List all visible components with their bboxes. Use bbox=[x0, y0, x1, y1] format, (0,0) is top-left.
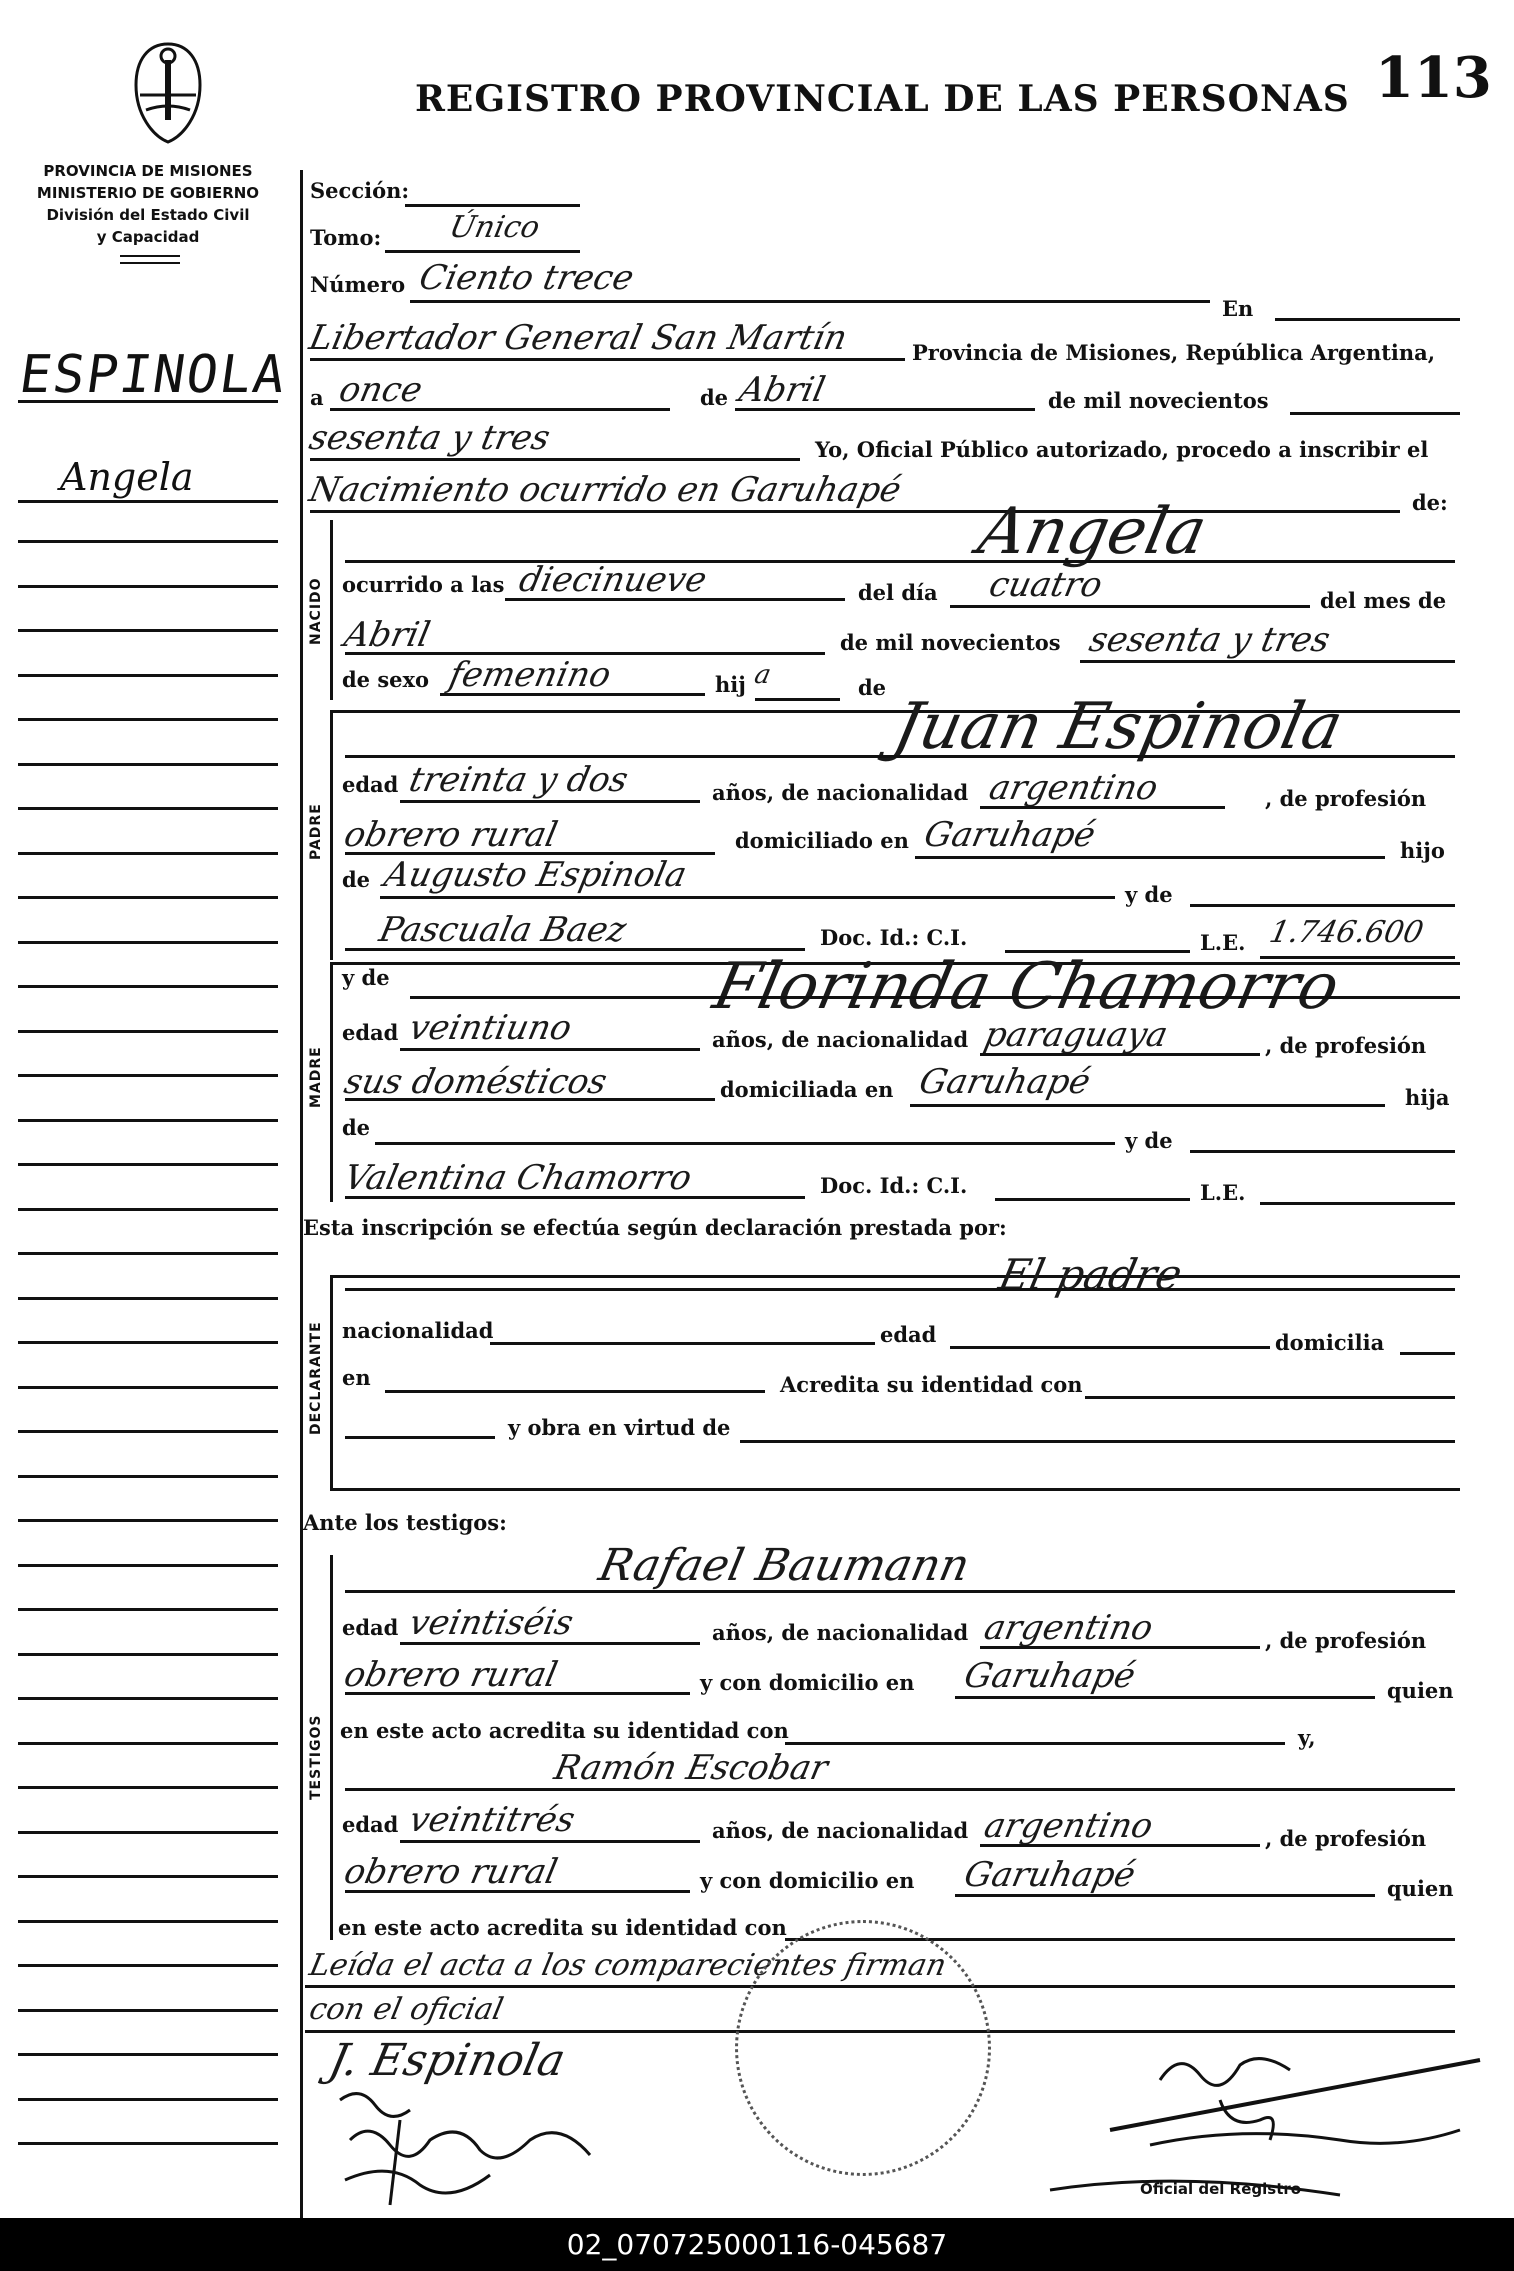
de-short-label: de bbox=[858, 675, 887, 700]
madre-prof-line bbox=[345, 1098, 715, 1101]
sexo-value: femenino bbox=[445, 655, 615, 695]
domiciliada-label: domiciliada en bbox=[720, 1077, 894, 1102]
domiciliado-label: domiciliado en bbox=[735, 828, 909, 853]
madre-le-label: L.E. bbox=[1200, 1180, 1246, 1205]
de-mil-label: de mil novecientos bbox=[1048, 388, 1269, 413]
sidebar-ruled-line bbox=[18, 1920, 278, 1923]
madre-dom-value: Garuhapé bbox=[915, 1062, 1094, 1102]
sidebar-ruled-line bbox=[18, 985, 278, 988]
sidebar-ruled-line bbox=[18, 500, 278, 503]
de-mil-nov-label: de mil novecientos bbox=[840, 630, 1061, 655]
decl-obra-label: y obra en virtud de bbox=[508, 1415, 731, 1440]
t2-nac-value: argentino bbox=[980, 1806, 1157, 1846]
t2-nac-line bbox=[980, 1844, 1260, 1847]
numero-value: Ciento trece bbox=[415, 258, 638, 298]
hijo-suffix-value: a bbox=[751, 660, 774, 690]
de-colon-label: de: bbox=[1412, 490, 1448, 515]
testigo1-value: Rafael Baumann bbox=[594, 1540, 974, 1591]
sidebar-ruled-line bbox=[18, 1875, 278, 1878]
ministry-line: División del Estado Civil bbox=[46, 206, 250, 224]
ministry-block bbox=[18, 160, 278, 248]
ministry-line: PROVINCIA DE MISIONES bbox=[43, 162, 253, 180]
madre-border bbox=[330, 962, 333, 1202]
le-label: L.E. bbox=[1200, 930, 1246, 955]
madre-prof-label: , de profesión bbox=[1265, 1033, 1427, 1058]
t1-y-label: y, bbox=[1298, 1725, 1316, 1750]
section-padre-label: PADRE bbox=[308, 803, 324, 860]
testigo2-value: Ramón Escobar bbox=[550, 1748, 832, 1788]
tomo-value: Único bbox=[446, 210, 543, 245]
madre-y-de2-label: y de bbox=[1125, 1128, 1173, 1153]
sidebar-ruled-line bbox=[18, 1341, 278, 1344]
sidebar-ruled-line bbox=[18, 1252, 278, 1255]
decl-en-label: en bbox=[342, 1365, 371, 1390]
padre-border bbox=[330, 710, 333, 960]
testigos-border bbox=[330, 1555, 333, 1940]
t2-dom-label: y con domicilio en bbox=[700, 1868, 915, 1893]
sidebar-ruled-line bbox=[18, 1297, 278, 1300]
padre-nombre-line bbox=[345, 755, 1455, 758]
madre-nac-line bbox=[980, 1053, 1260, 1056]
padre-nac-value: argentino bbox=[985, 768, 1162, 808]
sidebar-ruled-line bbox=[18, 1430, 278, 1433]
nacido-border bbox=[330, 520, 333, 700]
hijo-label: hijo bbox=[1400, 838, 1445, 863]
sidebar-ruled-line bbox=[18, 1519, 278, 1522]
sidebar-ruled-line bbox=[18, 2009, 278, 2012]
madre-nombre-value: Florinda Chamorro bbox=[707, 950, 1346, 1024]
decl-acredita-line bbox=[1085, 1396, 1455, 1399]
lugar-line bbox=[310, 358, 905, 361]
testigo1-line bbox=[345, 1590, 1455, 1593]
madre-doc-id-line bbox=[995, 1198, 1190, 1201]
hija-label: hija bbox=[1405, 1085, 1450, 1110]
t1-edad-label: edad bbox=[342, 1615, 399, 1640]
madre-le-line bbox=[1260, 1202, 1455, 1205]
madre-nombre-line bbox=[410, 996, 1460, 999]
decl-obra-line bbox=[740, 1440, 1455, 1443]
anio2-line bbox=[1080, 660, 1455, 663]
padre-nac-line bbox=[980, 806, 1225, 809]
sidebar-ruled-line bbox=[18, 807, 278, 810]
tomo-label: Tomo: bbox=[310, 225, 382, 250]
t2-nac-label: años, de nacionalidad bbox=[712, 1818, 969, 1843]
decl-edad-label: edad bbox=[880, 1322, 937, 1347]
anio-line bbox=[310, 458, 800, 461]
padre-edad-value: treinta y dos bbox=[405, 760, 632, 800]
decl-nac-label: nacionalidad bbox=[342, 1318, 494, 1343]
anio-value: sesenta y tres bbox=[305, 418, 554, 458]
form-left-border bbox=[300, 170, 303, 2220]
sidebar-ruled-line bbox=[18, 585, 278, 588]
cierre-line2: con el oficial bbox=[306, 1992, 507, 2027]
hora-value: diecinueve bbox=[515, 560, 711, 600]
coat-of-arms-icon bbox=[128, 40, 208, 145]
sidebar-ruled-line bbox=[18, 1386, 278, 1389]
madre-edad-label: edad bbox=[342, 1020, 399, 1045]
del-dia-label: del día bbox=[858, 580, 938, 605]
sidebar-ruled-line bbox=[18, 1163, 278, 1166]
t1-prof-label: , de profesión bbox=[1265, 1628, 1427, 1653]
tomo-line bbox=[385, 250, 580, 253]
de-mil-line bbox=[1290, 412, 1460, 415]
sidebar-ruled-line bbox=[18, 718, 278, 721]
t2-dom-value: Garuhapé bbox=[960, 1855, 1139, 1895]
t1-acto-line bbox=[785, 1742, 1285, 1745]
seccion-label: Sección: bbox=[310, 178, 410, 203]
madre-nac-value: paraguaya bbox=[980, 1015, 1172, 1055]
abuela-value: Pascuala Baez bbox=[375, 910, 630, 950]
registry-seal bbox=[735, 1920, 991, 2176]
declarante-bottom-line bbox=[330, 1488, 1460, 1491]
abuela-m-name-line bbox=[345, 1196, 805, 1199]
anio2-value: sesenta y tres bbox=[1085, 620, 1334, 660]
hora-line bbox=[505, 598, 845, 601]
sidebar-ruled-line bbox=[18, 1564, 278, 1567]
nombre-value: Angela bbox=[972, 495, 1213, 569]
sidebar-ruled-line bbox=[18, 1786, 278, 1789]
padre-le-value: 1.746.600 bbox=[1266, 915, 1427, 950]
sidebar-ruled-line bbox=[18, 674, 278, 677]
inscripcion-label: Esta inscripción se efectúa según declaración prestada por: bbox=[303, 1215, 1007, 1240]
a-dia-value: once bbox=[335, 370, 426, 410]
padre-prof-label: , de profesión bbox=[1265, 786, 1427, 811]
padre-dom-line bbox=[915, 856, 1385, 859]
t2-dom-line bbox=[955, 1894, 1375, 1897]
given-name-index: Angela bbox=[60, 455, 194, 499]
hecho-value: Nacimiento ocurrido en Garuhapé bbox=[305, 470, 905, 510]
padre-edad-line bbox=[400, 800, 700, 803]
testigo2-line bbox=[345, 1788, 1455, 1791]
t1-nac-line bbox=[980, 1646, 1260, 1649]
t1-dom-value: Garuhapé bbox=[960, 1656, 1139, 1696]
seccion-line bbox=[405, 204, 580, 207]
document-code: 02_070725000116-045687 bbox=[0, 2218, 1514, 2271]
padre-dom-value: Garuhapé bbox=[920, 815, 1099, 855]
t2-edad-label: edad bbox=[342, 1812, 399, 1837]
numero-line bbox=[410, 300, 1210, 303]
t1-dom-label: y con domicilio en bbox=[700, 1670, 915, 1695]
sidebar-ruled-line bbox=[18, 2142, 278, 2145]
madre-prof-value: sus domésticos bbox=[340, 1062, 611, 1102]
provincia-label: Provincia de Misiones, República Argentina, bbox=[912, 340, 1436, 365]
hij-label: hij bbox=[715, 672, 746, 697]
page-number: 113 bbox=[1375, 45, 1492, 111]
declarante-top-line bbox=[330, 1275, 1460, 1278]
doc-id-label: Doc. Id.: C.I. bbox=[820, 925, 968, 950]
t1-prof-line bbox=[345, 1692, 690, 1695]
hecho-line bbox=[310, 510, 1400, 513]
t1-dom-line bbox=[955, 1696, 1375, 1699]
sidebar-ruled-line bbox=[18, 1030, 278, 1033]
decl-nac-line bbox=[490, 1342, 875, 1345]
abuelo-value: Augusto Espinola bbox=[380, 855, 691, 895]
t2-acto-label: en este acto acredita su identidad con bbox=[338, 1915, 787, 1940]
y-de-label: y de bbox=[1125, 882, 1173, 907]
testigos-signatures-icon bbox=[330, 2080, 630, 2210]
sidebar-ruled-line bbox=[18, 2053, 278, 2056]
t1-prof-value: obrero rural bbox=[340, 1655, 561, 1695]
madre-nac-label: años, de nacionalidad bbox=[712, 1027, 969, 1052]
en-line bbox=[1275, 318, 1460, 321]
sidebar-ruled-line bbox=[18, 1074, 278, 1077]
mes-value: Abril bbox=[735, 370, 829, 410]
decl-en-line bbox=[385, 1390, 765, 1393]
a-label: a bbox=[310, 385, 324, 410]
sidebar-ruled-line bbox=[18, 852, 278, 855]
sidebar-ruled-line bbox=[18, 896, 278, 899]
yo-oficial-label: Yo, Oficial Público autorizado, procedo a inscribir el bbox=[815, 437, 1429, 462]
sidebar-ruled-line bbox=[18, 1964, 278, 1967]
t2-prof-value: obrero rural bbox=[340, 1852, 561, 1892]
sexo-line bbox=[440, 693, 705, 696]
madre-edad-line bbox=[400, 1048, 700, 1051]
abuelo-line bbox=[380, 896, 1115, 899]
lugar-value: Libertador General San Martín bbox=[305, 318, 851, 358]
decl-dom-line bbox=[1400, 1352, 1455, 1355]
y-de-line bbox=[1190, 904, 1455, 907]
ministry-line: y Capacidad bbox=[96, 228, 200, 246]
t1-nac-value: argentino bbox=[980, 1608, 1157, 1648]
page-title: REGISTRO PROVINCIAL DE LAS PERSONAS bbox=[415, 78, 1350, 120]
t2-edad-value: veintitrés bbox=[405, 1800, 579, 1840]
t2-edad-line bbox=[400, 1840, 700, 1843]
sidebar-ruled-line bbox=[18, 1742, 278, 1745]
decl-acredita-label: Acredita su identidad con bbox=[780, 1372, 1083, 1397]
sidebar-ruled-line bbox=[18, 2098, 278, 2101]
hij-line bbox=[755, 698, 840, 701]
sidebar-ruled-line bbox=[18, 629, 278, 632]
ministry-divider bbox=[120, 262, 180, 264]
sidebar-ruled-line bbox=[18, 1208, 278, 1211]
abuela-m-value: Valentina Chamorro bbox=[340, 1158, 696, 1198]
sidebar-ruled-line bbox=[18, 1119, 278, 1122]
t1-acto-label: en este acto acredita su identidad con bbox=[340, 1718, 789, 1743]
surname-index: ESPINOLA bbox=[15, 345, 291, 405]
sidebar-ruled-line bbox=[18, 1697, 278, 1700]
decl-dom-label: domicilia bbox=[1275, 1330, 1385, 1355]
t2-quien-label: quien bbox=[1387, 1876, 1454, 1901]
t1-quien-label: quien bbox=[1387, 1678, 1454, 1703]
de-label: de bbox=[700, 385, 729, 410]
sidebar-ruled-line bbox=[18, 1653, 278, 1656]
padre-edad-label: edad bbox=[342, 772, 399, 797]
madre-y-de2-line bbox=[1190, 1150, 1455, 1153]
official-caption: Oficial del Registro bbox=[1140, 2180, 1302, 2198]
abuelo-de-label: de bbox=[342, 867, 371, 892]
padre-nac-label: años, de nacionalidad bbox=[712, 780, 969, 805]
ministry-line: MINISTERIO DE GOBIERNO bbox=[36, 184, 260, 202]
cierre-line1: Leída el acta a los comparecientes firman bbox=[306, 1948, 950, 1983]
del-mes-label: del mes de bbox=[1320, 588, 1447, 613]
declarante-border bbox=[330, 1275, 333, 1490]
ocurrido-label: ocurrido a las bbox=[342, 572, 505, 597]
section-madre-label: MADRE bbox=[308, 1046, 324, 1108]
de-sexo-label: de sexo bbox=[342, 667, 430, 692]
nombre-line bbox=[345, 560, 1455, 563]
numero-label: Número bbox=[310, 272, 406, 297]
decl-edad-line bbox=[950, 1346, 1270, 1349]
abuela-m-de-label: de bbox=[342, 1115, 371, 1140]
dia-value: cuatro bbox=[985, 565, 1106, 605]
decl-obra-pre-line bbox=[345, 1436, 495, 1439]
sidebar-ruled-line bbox=[18, 763, 278, 766]
t1-edad-line bbox=[400, 1642, 700, 1645]
a-line bbox=[330, 408, 670, 411]
madre-dom-line bbox=[910, 1104, 1385, 1107]
section-declarante-label: DECLARANTE bbox=[308, 1321, 324, 1435]
ante-testigos-label: Ante los testigos: bbox=[303, 1510, 507, 1535]
mes-line bbox=[735, 408, 1035, 411]
mes2-value: Abril bbox=[340, 615, 434, 655]
t1-nac-label: años, de nacionalidad bbox=[712, 1620, 969, 1645]
sidebar-ruled-line bbox=[18, 1475, 278, 1478]
declarante-line bbox=[345, 1288, 1455, 1291]
sidebar-ruled-line bbox=[18, 1608, 278, 1611]
madre-doc-id-label: Doc. Id.: C.I. bbox=[820, 1173, 968, 1198]
en-label: En bbox=[1222, 296, 1254, 321]
sidebar-ruled-line bbox=[18, 941, 278, 944]
t2-prof-label: , de profesión bbox=[1265, 1826, 1427, 1851]
abuela-m-line bbox=[375, 1142, 1115, 1145]
section-nacido-label: NACIDO bbox=[308, 577, 324, 645]
sidebar-ruled-line bbox=[18, 1831, 278, 1834]
madre-edad-value: veintiuno bbox=[405, 1008, 576, 1048]
madre-y-de-label: y de bbox=[342, 965, 390, 990]
sidebar-ruled-line bbox=[18, 540, 278, 543]
padre-nombre-value: Juan Espinola bbox=[887, 690, 1349, 764]
sidebar-ruled-line bbox=[18, 400, 278, 403]
firma-padre: J. Espinola bbox=[324, 2035, 570, 2086]
t1-edad-value: veintiséis bbox=[405, 1603, 577, 1643]
padre-prof-value: obrero rural bbox=[340, 815, 561, 855]
section-testigos-label: TESTIGOS bbox=[308, 1714, 324, 1800]
dia-line bbox=[950, 605, 1310, 608]
declarante-value: El padre bbox=[994, 1250, 1187, 1299]
t2-prof-line bbox=[345, 1890, 690, 1893]
ministry-divider bbox=[120, 255, 180, 257]
